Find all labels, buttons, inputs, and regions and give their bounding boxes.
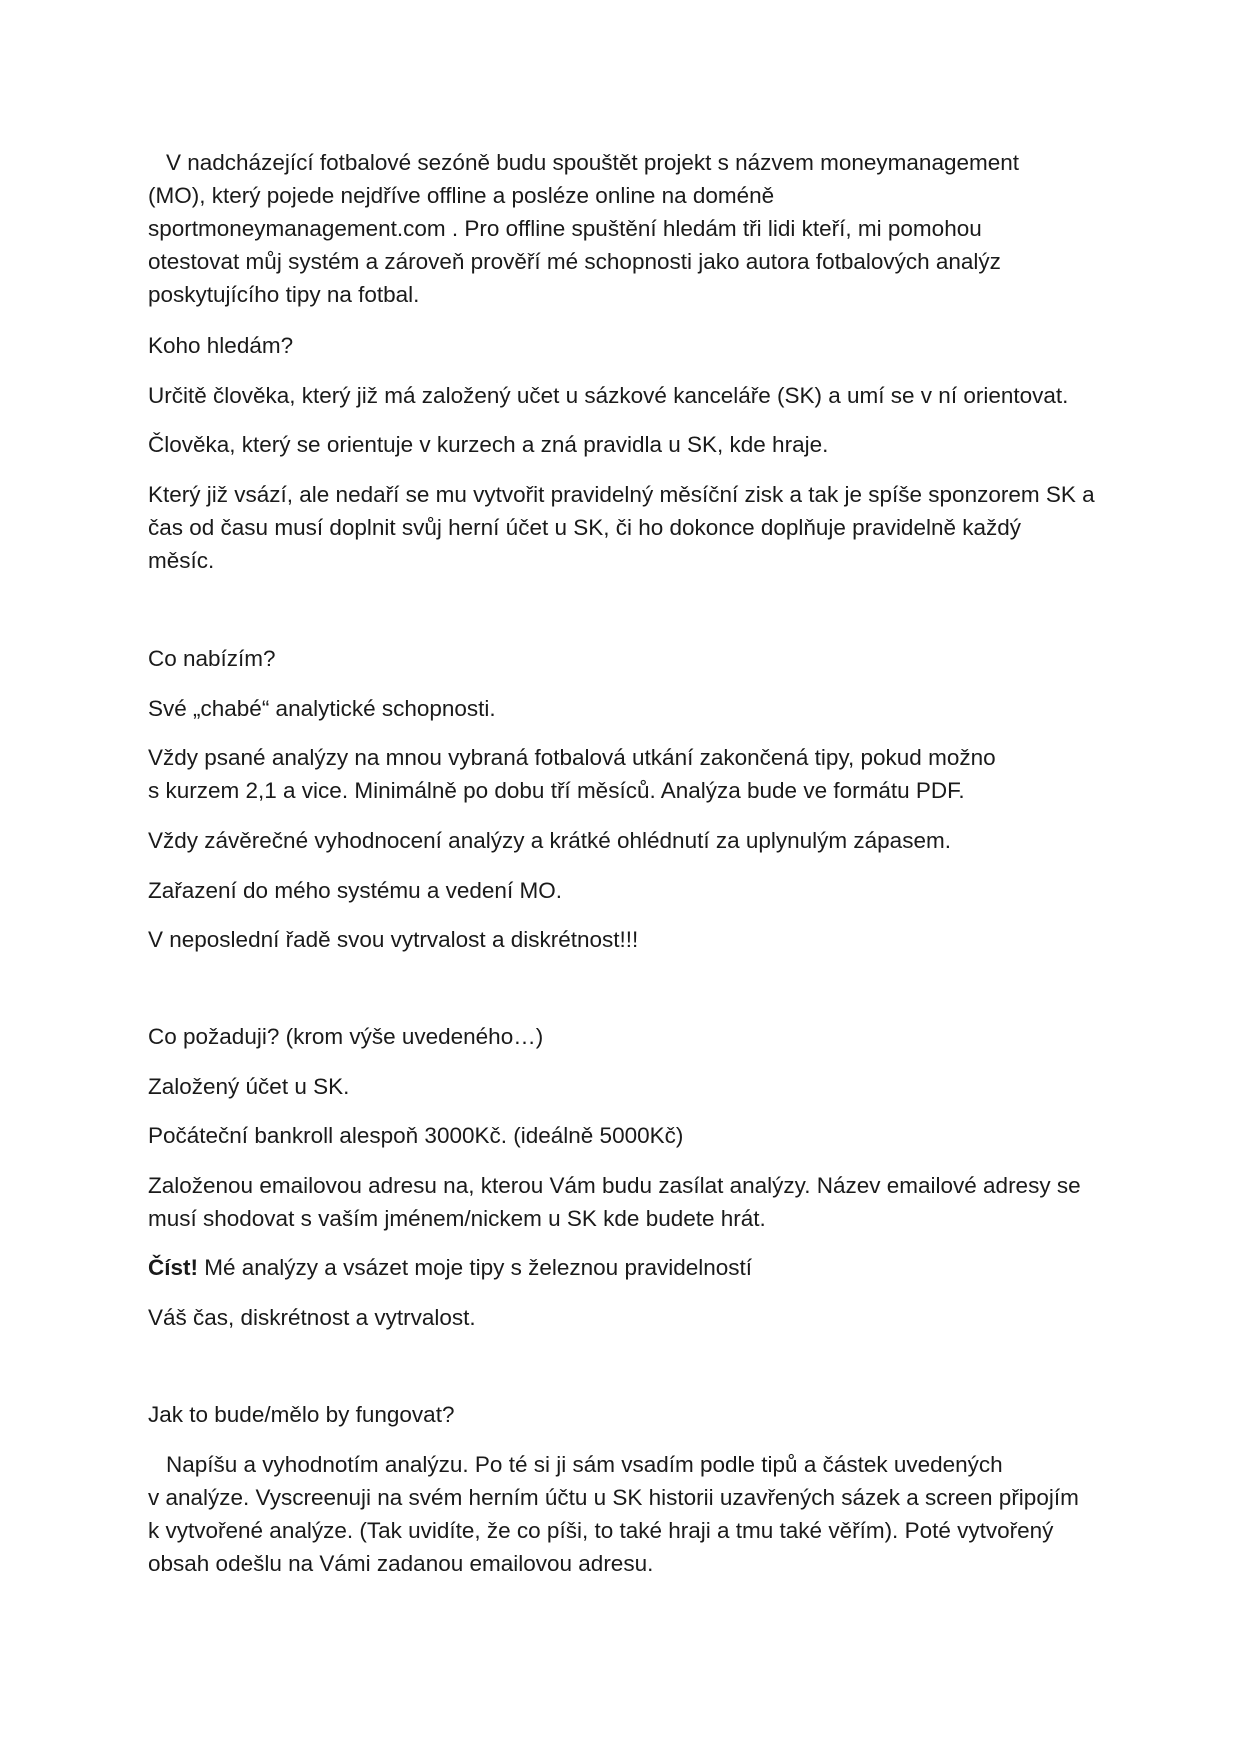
require-item-read bbox=[148, 1251, 752, 1284]
text-line: Který již vsází, ale nedaří se mu vytvořit pravidelný měsíční zisk a tak je spíše sponzorem SK a bbox=[148, 482, 1095, 507]
who-item-betting bbox=[148, 478, 1095, 577]
offer-item-skills: Své „chabé“ analytické schopnosti. bbox=[148, 696, 496, 721]
who-item-account: Určitě člověka, který již má založený učet u sázkové kanceláře (SK) a umí se v ní orientovat. bbox=[148, 383, 1069, 408]
text-line: měsíc. bbox=[148, 548, 215, 573]
require-item-time: Váš čas, diskrétnost a vytrvalost. bbox=[148, 1305, 476, 1330]
read-rest: Mé analýzy a vsázet moje tipy s železnou pravidelností bbox=[198, 1255, 753, 1280]
require-item-account: Založený účet u SK. bbox=[148, 1074, 350, 1099]
offer-item-analyses bbox=[148, 741, 996, 807]
text-line: otestovat můj systém a zároveň prověří mé schopnosti jako autora fotbalových analýz bbox=[148, 249, 1001, 274]
require-item-email bbox=[148, 1169, 1081, 1235]
question-require-heading: Co požaduji? (krom výše uvedeného…) bbox=[148, 1024, 544, 1049]
text-line: v analýze. Vyscreenuji na svém herním účtu u SK historii uzavřených sázek a screen připojím bbox=[148, 1485, 1079, 1510]
question-how-heading: Jak to bude/mělo by fungovat? bbox=[148, 1402, 455, 1427]
text-line: s kurzem 2,1 a vice. Minimálně po dobu tří měsíců. Analýza bude ve formátu PDF. bbox=[148, 778, 965, 803]
text-line: obsah odešlu na Vámi zadanou emailovou adresu. bbox=[148, 1551, 654, 1576]
question-who-heading: Koho hledám? bbox=[148, 333, 294, 358]
text-line: Založenou emailovou adresu na, kterou Vám budu zasílat analýzy. Název emailové adresy se bbox=[148, 1173, 1081, 1198]
who-item-odds: Člověka, který se orientuje v kurzech a zná pravidla u SK, kde hraje. bbox=[148, 432, 829, 457]
offer-item-evaluation: Vždy závěrečné vyhodnocení analýzy a krátké ohlédnutí za uplynulým zápasem. bbox=[148, 828, 951, 853]
text-line: Napíšu a vyhodnotím analýzu. Po té si ji sám vsadím podle tipů a částek uvedených bbox=[166, 1452, 1003, 1477]
offer-item-system: Zařazení do mého systému a vedení MO. bbox=[148, 878, 562, 903]
text-line: musí shodovat s vaším jménem/nickem u SK kde budete hrát. bbox=[148, 1206, 766, 1231]
text-line: sportmoneymanagement.com . Pro offline spuštění hledám tři lidi kteří, mi pomohou bbox=[148, 216, 982, 241]
text-line: Vždy psané analýzy na mnou vybraná fotbalová utkání zakončená tipy, pokud možno bbox=[148, 745, 996, 770]
how-paragraph bbox=[148, 1448, 1079, 1580]
text-line: poskytujícího tipy na fotbal. bbox=[148, 282, 420, 307]
read-emphasis: Číst! bbox=[148, 1255, 198, 1280]
text-line: (MO), který pojede nejdříve offline a posléze online na doméně bbox=[148, 183, 775, 208]
text-line: k vytvořené analýze. (Tak uvidíte, že co píši, to také hraji a tmu také věřím). Poté vytvořený bbox=[148, 1518, 1054, 1543]
intro-paragraph bbox=[148, 146, 1019, 311]
offer-item-persistence: V neposlední řadě svou vytrvalost a diskrétnost!!! bbox=[148, 927, 639, 952]
question-offer-heading: Co nabízím? bbox=[148, 646, 276, 671]
text-line: V nadcházející fotbalové sezóně budu spouštět projekt s názvem moneymanagement bbox=[166, 150, 1020, 175]
text-line: čas od času musí doplnit svůj herní účet u SK, či ho dokonce doplňuje pravidelně každý bbox=[148, 515, 1022, 540]
require-item-bankroll: Počáteční bankroll alespoň 3000Kč. (ideálně 5000Kč) bbox=[148, 1123, 684, 1148]
